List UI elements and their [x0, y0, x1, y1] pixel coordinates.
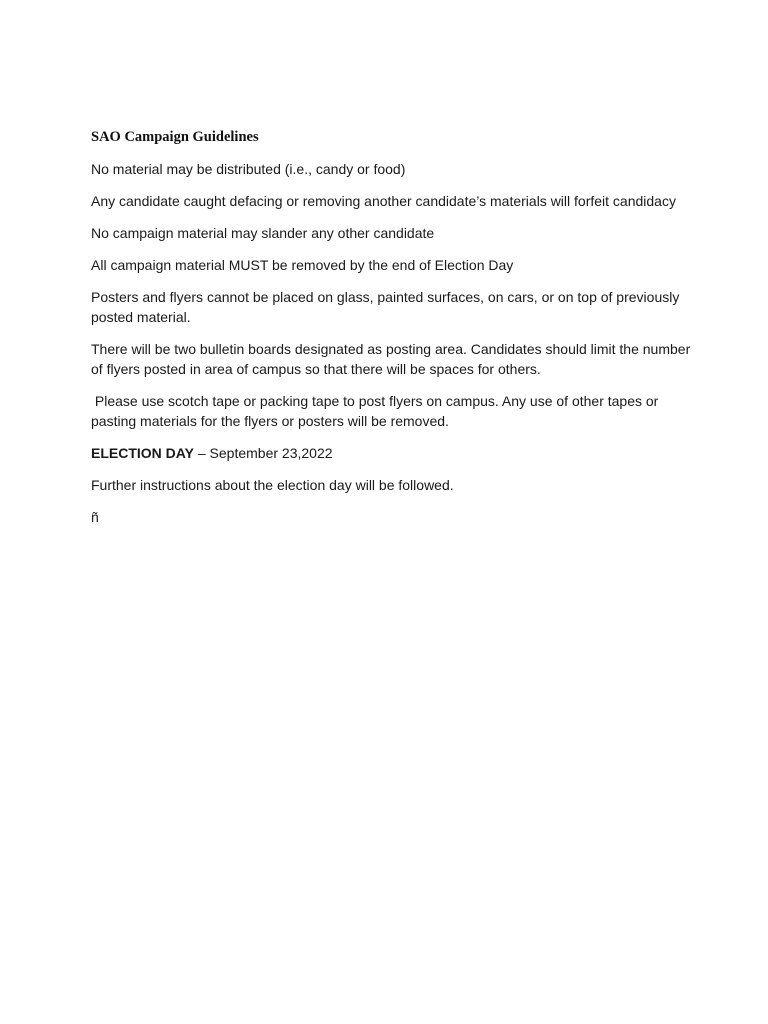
election-day-line [91, 443, 691, 463]
guideline-paragraph: Please use scotch tape or packing tape to post flyers on campus. Any use of other tapes or pasting materials for the flyers or posters will be removed. [91, 393, 663, 429]
guideline-paragraph: No material may be distributed (i.e., candy or food) [91, 161, 406, 177]
guideline-paragraph: All campaign material MUST be removed by the end of Election Day [91, 257, 514, 273]
document-title: SAO Campaign Guidelines [91, 129, 259, 145]
guideline-paragraph: No campaign material may slander any other candidate [91, 225, 435, 241]
closing-paragraph: Further instructions about the election day will be followed. [91, 477, 454, 493]
guideline-paragraph: There will be two bulletin boards designated as posting area. Candidates should limit the number of flyers posted in area of campus so that there will be spaces for others. [91, 341, 691, 377]
election-day-date: September 23,2022 [209, 445, 333, 461]
document-body [91, 127, 691, 539]
stray-character: ñ [91, 509, 99, 525]
election-day-separator: – [193, 445, 210, 461]
guideline-paragraph: Posters and flyers cannot be placed on glass, painted surfaces, on cars, or on top of previously posted material. [91, 289, 680, 325]
election-day-label: ELECTION DAY [91, 445, 194, 461]
guideline-paragraph: Any candidate caught defacing or removing another candidate’s materials will forfeit candidacy [91, 193, 676, 209]
